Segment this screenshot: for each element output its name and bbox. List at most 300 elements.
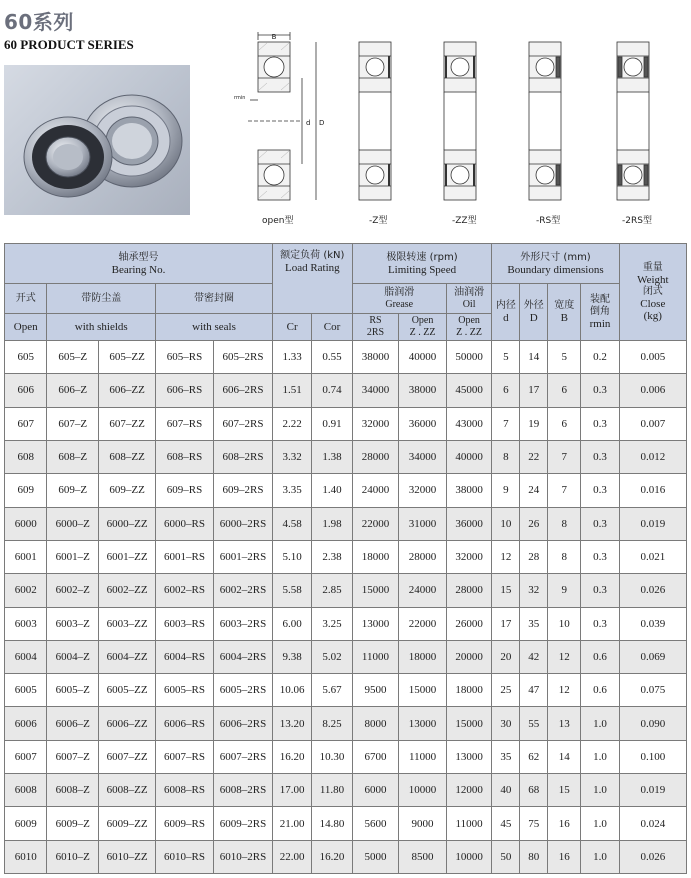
cell-cr: 21.00 xyxy=(272,807,311,840)
cell-cr: 3.32 xyxy=(272,440,311,473)
cell-oil-open: 40000 xyxy=(446,440,492,473)
dim-label-d: d xyxy=(306,119,311,127)
cell-d: 20 xyxy=(492,640,520,673)
diagram-2rs xyxy=(603,30,663,212)
header-limiting-speed xyxy=(352,244,492,284)
cell-rmin: 0.6 xyxy=(581,674,619,707)
cell-D: 14 xyxy=(520,341,548,374)
header-oil-open1: Open xyxy=(458,315,480,326)
cell-shield-z: 6005–Z xyxy=(47,674,99,707)
cell-weight: 0.007 xyxy=(619,407,686,440)
cell-shield-zz: 6002–ZZ xyxy=(99,574,156,607)
series-title-en: 60 PRODUCT SERIES xyxy=(4,37,134,52)
caption-2rs: -2RS型 xyxy=(622,216,652,226)
cell-rmin: 0.6 xyxy=(581,640,619,673)
cell-shield-z: 6000–Z xyxy=(47,507,99,540)
cell-seal-rs: 608–RS xyxy=(156,440,214,473)
cell-shield-zz: 608–ZZ xyxy=(99,440,156,473)
cell-seal-rs: 6001–RS xyxy=(156,540,214,573)
cell-d: 17 xyxy=(492,607,520,640)
cell-cr: 13.20 xyxy=(272,707,311,740)
cell-shield-z: 6004–Z xyxy=(47,640,99,673)
cell-weight: 0.075 xyxy=(619,674,686,707)
cell-weight: 0.012 xyxy=(619,440,686,473)
cell-seal-2rs: 607–2RS xyxy=(214,407,273,440)
cell-oil-open: 11000 xyxy=(446,807,492,840)
product-photo xyxy=(4,65,190,215)
cell-oil-open: 38000 xyxy=(446,474,492,507)
cell-D: 47 xyxy=(520,674,548,707)
cell-shield-z: 6010–Z xyxy=(47,840,99,873)
table-row xyxy=(5,640,687,673)
header-open-en: Open xyxy=(5,314,47,341)
cell-shield-zz: 6007–ZZ xyxy=(99,740,156,773)
cell-D: 19 xyxy=(520,407,548,440)
cell-shield-zz: 6003–ZZ xyxy=(99,607,156,640)
cell-grease-open: 38000 xyxy=(399,374,447,407)
cell-grease-rs: 8000 xyxy=(352,707,399,740)
cell-grease-rs: 6700 xyxy=(352,740,399,773)
cell-cor: 1.98 xyxy=(312,507,352,540)
cell-seal-rs: 6010–RS xyxy=(156,840,214,873)
cell-open: 6007 xyxy=(5,740,47,773)
cell-shield-zz: 6008–ZZ xyxy=(99,774,156,807)
cell-cor: 14.80 xyxy=(312,807,352,840)
header-bearing-no xyxy=(5,244,273,284)
header-r-en: rmin xyxy=(589,318,611,330)
cell-shield-zz: 6001–ZZ xyxy=(99,540,156,573)
cell-seal-2rs: 609–2RS xyxy=(214,474,273,507)
cell-cr: 4.58 xyxy=(272,507,311,540)
cell-open: 6004 xyxy=(5,640,47,673)
cell-open: 608 xyxy=(5,440,47,473)
cell-seal-rs: 6008–RS xyxy=(156,774,214,807)
cell-shield-zz: 6006–ZZ xyxy=(99,707,156,740)
cell-grease-open: 24000 xyxy=(399,574,447,607)
header-weight-unit: (kg) xyxy=(643,310,662,322)
cell-open: 6009 xyxy=(5,807,47,840)
cell-cor: 11.80 xyxy=(312,774,352,807)
cell-grease-rs: 22000 xyxy=(352,507,399,540)
cell-shield-zz: 607–ZZ xyxy=(99,407,156,440)
header-dims-en: Boundary dimensions xyxy=(507,263,604,276)
cell-seal-2rs: 6010–2RS xyxy=(214,840,273,873)
cell-D: 26 xyxy=(520,507,548,540)
cell-B: 12 xyxy=(548,640,581,673)
diagram-zz xyxy=(430,30,490,212)
cell-shield-z: 6009–Z xyxy=(47,807,99,840)
diagram-rs xyxy=(515,30,575,212)
header-cr: Cr xyxy=(272,314,311,341)
header-grease-open xyxy=(399,314,447,341)
cell-seal-rs: 606–RS xyxy=(156,374,214,407)
table-row xyxy=(5,341,687,374)
cell-cr: 22.00 xyxy=(272,840,311,873)
header-grease-en: Grease xyxy=(385,298,414,310)
cell-shield-z: 608–Z xyxy=(47,440,99,473)
cell-cr: 5.58 xyxy=(272,574,311,607)
cell-rmin: 0.3 xyxy=(581,574,619,607)
cell-shield-zz: 606–ZZ xyxy=(99,374,156,407)
cell-open: 609 xyxy=(5,474,47,507)
cell-D: 75 xyxy=(520,807,548,840)
bearing-photo-image xyxy=(4,65,190,215)
cell-B: 5 xyxy=(548,341,581,374)
cell-grease-open: 22000 xyxy=(399,607,447,640)
cell-shield-z: 6008–Z xyxy=(47,774,99,807)
cell-D: 62 xyxy=(520,740,548,773)
cell-B: 6 xyxy=(548,374,581,407)
table-row xyxy=(5,440,687,473)
cell-shield-z: 607–Z xyxy=(47,407,99,440)
cell-B: 16 xyxy=(548,807,581,840)
header-speed-cn: 极限转速 (rpm) xyxy=(386,251,458,263)
cell-weight: 0.026 xyxy=(619,840,686,873)
cell-oil-open: 18000 xyxy=(446,674,492,707)
cell-seal-2rs: 6004–2RS xyxy=(214,640,273,673)
header-outer-diameter xyxy=(520,284,548,341)
header-dims-cn: 外形尺寸 (mm) xyxy=(520,251,591,263)
cell-weight: 0.021 xyxy=(619,540,686,573)
header-oil-cn: 油润滑 xyxy=(454,286,485,298)
header-width xyxy=(548,284,581,341)
header-seals-en: with seals xyxy=(156,314,273,341)
cell-oil-open: 28000 xyxy=(446,574,492,607)
cell-shield-zz: 6010–ZZ xyxy=(99,840,156,873)
cell-D: 24 xyxy=(520,474,548,507)
header-seals-cn: 带密封圈 xyxy=(156,284,273,314)
series-title-cn: 60系列 xyxy=(4,10,74,34)
cell-shield-z: 6001–Z xyxy=(47,540,99,573)
cell-rmin: 1.0 xyxy=(581,707,619,740)
cell-open: 607 xyxy=(5,407,47,440)
caption-rs: -RS型 xyxy=(536,216,561,226)
cell-grease-rs: 28000 xyxy=(352,440,399,473)
cell-d: 8 xyxy=(492,440,520,473)
cell-oil-open: 13000 xyxy=(446,740,492,773)
cell-open: 6005 xyxy=(5,674,47,707)
cell-grease-rs: 32000 xyxy=(352,407,399,440)
cell-rmin: 1.0 xyxy=(581,774,619,807)
cell-cor: 0.91 xyxy=(312,407,352,440)
cell-grease-rs: 11000 xyxy=(352,640,399,673)
header-bearing-no-cn: 轴承型号 xyxy=(118,251,159,263)
header-load-rating xyxy=(272,244,352,314)
cell-d: 45 xyxy=(492,807,520,840)
cell-weight: 0.100 xyxy=(619,740,686,773)
table-row xyxy=(5,540,687,573)
table-row xyxy=(5,507,687,540)
cell-rmin: 1.0 xyxy=(581,740,619,773)
table-body xyxy=(5,341,687,874)
cell-cr: 6.00 xyxy=(272,607,311,640)
table-row xyxy=(5,740,687,773)
header-boundary-dimensions xyxy=(492,244,619,284)
cell-oil-open: 26000 xyxy=(446,607,492,640)
header-oil-open xyxy=(446,314,492,341)
cell-shield-z: 606–Z xyxy=(47,374,99,407)
cell-seal-rs: 605–RS xyxy=(156,341,214,374)
table-row xyxy=(5,707,687,740)
cell-cor: 5.67 xyxy=(312,674,352,707)
cell-grease-rs: 34000 xyxy=(352,374,399,407)
header-load-en: Load Rating xyxy=(284,262,340,274)
cell-cor: 3.25 xyxy=(312,607,352,640)
cell-cr: 2.22 xyxy=(272,407,311,440)
cell-seal-rs: 6009–RS xyxy=(156,807,214,840)
header-weight-close-cn: 闭式 xyxy=(642,286,663,297)
cell-weight: 0.016 xyxy=(619,474,686,507)
header-inner-diameter xyxy=(492,284,520,341)
cell-cr: 1.33 xyxy=(272,341,311,374)
cell-oil-open: 43000 xyxy=(446,407,492,440)
header-oil xyxy=(446,284,492,314)
header-weight-close-en: Close xyxy=(640,298,666,310)
dim-label-rmin: rmin xyxy=(234,95,246,101)
header-grease-cn: 脂润滑 xyxy=(384,286,415,298)
cell-grease-rs: 5000 xyxy=(352,840,399,873)
cell-rmin: 0.3 xyxy=(581,540,619,573)
header-speed-en: Limiting Speed xyxy=(387,263,457,276)
cell-grease-open: 36000 xyxy=(399,407,447,440)
cell-weight: 0.019 xyxy=(619,774,686,807)
cell-grease-open: 40000 xyxy=(399,341,447,374)
cell-seal-rs: 6005–RS xyxy=(156,674,214,707)
cell-d: 6 xyxy=(492,374,520,407)
cell-grease-open: 15000 xyxy=(399,674,447,707)
cell-B: 8 xyxy=(548,540,581,573)
header-shields-cn: 带防尘盖 xyxy=(47,284,156,314)
table-row xyxy=(5,840,687,873)
header-oil-open2: Z . ZZ xyxy=(456,327,482,338)
cell-B: 9 xyxy=(548,574,581,607)
cell-seal-rs: 6007–RS xyxy=(156,740,214,773)
cell-weight: 0.090 xyxy=(619,707,686,740)
cell-seal-rs: 6003–RS xyxy=(156,607,214,640)
cell-seal-rs: 607–RS xyxy=(156,407,214,440)
table-row xyxy=(5,607,687,640)
cell-d: 50 xyxy=(492,840,520,873)
cell-seal-2rs: 606–2RS xyxy=(214,374,273,407)
cell-grease-rs: 38000 xyxy=(352,341,399,374)
dim-label-D: D xyxy=(319,119,325,127)
cell-shield-z: 6007–Z xyxy=(47,740,99,773)
cell-cr: 10.06 xyxy=(272,674,311,707)
cell-cor: 1.40 xyxy=(312,474,352,507)
cell-B: 7 xyxy=(548,440,581,473)
cell-D: 42 xyxy=(520,640,548,673)
header-oil-en: Oil xyxy=(462,298,476,310)
cell-shield-z: 609–Z xyxy=(47,474,99,507)
header-D-en: D xyxy=(529,312,538,324)
cell-shield-z: 605–Z xyxy=(47,341,99,374)
cell-cr: 1.51 xyxy=(272,374,311,407)
cell-d: 35 xyxy=(492,740,520,773)
cell-d: 25 xyxy=(492,674,520,707)
header-shields-en: with shields xyxy=(47,314,156,341)
header-grease-rs xyxy=(352,314,399,341)
cell-cor: 10.30 xyxy=(312,740,352,773)
cell-rmin: 0.3 xyxy=(581,607,619,640)
cell-seal-2rs: 608–2RS xyxy=(214,440,273,473)
cell-seal-rs: 609–RS xyxy=(156,474,214,507)
cell-B: 13 xyxy=(548,707,581,740)
header-grease-open2: Z . ZZ xyxy=(409,327,436,338)
diagram-open xyxy=(230,30,330,212)
cell-rmin: 0.3 xyxy=(581,407,619,440)
cell-cor: 5.02 xyxy=(312,640,352,673)
cell-cr: 9.38 xyxy=(272,640,311,673)
header-grease-open1: Open xyxy=(411,315,434,326)
cell-seal-2rs: 6001–2RS xyxy=(214,540,273,573)
cell-seal-2rs: 6008–2RS xyxy=(214,774,273,807)
cell-grease-open: 13000 xyxy=(399,707,447,740)
header-cor: Cor xyxy=(312,314,352,341)
cell-grease-open: 11000 xyxy=(399,740,447,773)
cell-cor: 2.85 xyxy=(312,574,352,607)
table-row xyxy=(5,474,687,507)
cell-B: 6 xyxy=(548,407,581,440)
cell-grease-open: 9000 xyxy=(399,807,447,840)
cell-open: 605 xyxy=(5,341,47,374)
cell-shield-zz: 6009–ZZ xyxy=(99,807,156,840)
header-B-en: B xyxy=(560,312,568,324)
cell-oil-open: 36000 xyxy=(446,507,492,540)
table-row xyxy=(5,674,687,707)
cell-open: 6010 xyxy=(5,840,47,873)
diagram-z xyxy=(345,30,405,212)
header-grease-rs1: RS xyxy=(369,315,382,326)
cell-seal-2rs: 6006–2RS xyxy=(214,707,273,740)
cell-cor: 2.38 xyxy=(312,540,352,573)
cell-B: 14 xyxy=(548,740,581,773)
cell-B: 7 xyxy=(548,474,581,507)
cell-seal-rs: 6000–RS xyxy=(156,507,214,540)
caption-z: -Z型 xyxy=(369,216,388,226)
cell-seal-2rs: 6009–2RS xyxy=(214,807,273,840)
cell-oil-open: 20000 xyxy=(446,640,492,673)
table-row xyxy=(5,774,687,807)
cell-weight: 0.026 xyxy=(619,574,686,607)
cell-rmin: 1.0 xyxy=(581,807,619,840)
header-bearing-no-en: Bearing No. xyxy=(111,263,166,276)
cell-cor: 8.25 xyxy=(312,707,352,740)
cell-shield-zz: 6005–ZZ xyxy=(99,674,156,707)
header-d-cn: 内径 xyxy=(495,300,516,311)
cell-weight: 0.019 xyxy=(619,507,686,540)
cell-oil-open: 50000 xyxy=(446,341,492,374)
cell-seal-2rs: 605–2RS xyxy=(214,341,273,374)
cell-grease-rs: 9500 xyxy=(352,674,399,707)
cell-rmin: 0.2 xyxy=(581,341,619,374)
header-open-cn: 开式 xyxy=(5,284,47,314)
cell-d: 10 xyxy=(492,507,520,540)
cell-open: 606 xyxy=(5,374,47,407)
cell-rmin: 0.3 xyxy=(581,507,619,540)
cell-open: 6001 xyxy=(5,540,47,573)
cell-rmin: 1.0 xyxy=(581,840,619,873)
header-grease-rs2: 2RS xyxy=(366,327,385,338)
cell-seal-rs: 6004–RS xyxy=(156,640,214,673)
cell-d: 12 xyxy=(492,540,520,573)
cell-cor: 16.20 xyxy=(312,840,352,873)
cell-shield-zz: 6000–ZZ xyxy=(99,507,156,540)
header-B-cn: 宽度 xyxy=(554,300,575,311)
cell-shield-z: 6003–Z xyxy=(47,607,99,640)
caption-open: open型 xyxy=(262,216,294,226)
cell-grease-rs: 13000 xyxy=(352,607,399,640)
cell-grease-rs: 24000 xyxy=(352,474,399,507)
cell-seal-2rs: 6007–2RS xyxy=(214,740,273,773)
cell-grease-rs: 5600 xyxy=(352,807,399,840)
cell-open: 6008 xyxy=(5,774,47,807)
table-row xyxy=(5,407,687,440)
cell-D: 68 xyxy=(520,774,548,807)
cell-B: 15 xyxy=(548,774,581,807)
cell-seal-rs: 6006–RS xyxy=(156,707,214,740)
cell-open: 6002 xyxy=(5,574,47,607)
cell-D: 28 xyxy=(520,540,548,573)
header-chamfer xyxy=(581,284,619,341)
cell-grease-open: 18000 xyxy=(399,640,447,673)
cell-grease-open: 10000 xyxy=(399,774,447,807)
header-D-cn: 外径 xyxy=(523,300,544,311)
cell-grease-open: 34000 xyxy=(399,440,447,473)
cell-grease-rs: 15000 xyxy=(352,574,399,607)
cell-grease-open: 31000 xyxy=(399,507,447,540)
cell-open: 6003 xyxy=(5,607,47,640)
dim-label-b: B xyxy=(271,33,277,41)
cell-open: 6006 xyxy=(5,707,47,740)
header-d-en: d xyxy=(503,312,509,324)
cell-grease-rs: 6000 xyxy=(352,774,399,807)
cell-cr: 17.00 xyxy=(272,774,311,807)
cell-seal-2rs: 6002–2RS xyxy=(214,574,273,607)
cell-seal-2rs: 6000–2RS xyxy=(214,507,273,540)
cell-weight: 0.069 xyxy=(619,640,686,673)
cell-cor: 0.55 xyxy=(312,341,352,374)
cell-rmin: 0.3 xyxy=(581,440,619,473)
cell-D: 55 xyxy=(520,707,548,740)
header-grease xyxy=(352,284,446,314)
header-r-cn2: 倒角 xyxy=(589,306,610,317)
cell-shield-zz: 6004–ZZ xyxy=(99,640,156,673)
header-weight-en: Weight xyxy=(637,274,669,286)
cell-d: 7 xyxy=(492,407,520,440)
cell-rmin: 0.3 xyxy=(581,374,619,407)
cell-d: 40 xyxy=(492,774,520,807)
cell-cor: 1.38 xyxy=(312,440,352,473)
cell-B: 8 xyxy=(548,507,581,540)
cell-shield-zz: 605–ZZ xyxy=(99,341,156,374)
cell-grease-open: 32000 xyxy=(399,474,447,507)
cell-cr: 16.20 xyxy=(272,740,311,773)
table-row xyxy=(5,574,687,607)
cell-grease-open: 28000 xyxy=(399,540,447,573)
cell-B: 12 xyxy=(548,674,581,707)
cell-shield-z: 6002–Z xyxy=(47,574,99,607)
cell-D: 35 xyxy=(520,607,548,640)
cell-oil-open: 12000 xyxy=(446,774,492,807)
cell-open: 6000 xyxy=(5,507,47,540)
caption-zz: -ZZ型 xyxy=(452,216,477,226)
cell-rmin: 0.3 xyxy=(581,474,619,507)
cell-weight: 0.005 xyxy=(619,341,686,374)
header-weight xyxy=(619,244,686,341)
cell-D: 17 xyxy=(520,374,548,407)
cell-oil-open: 45000 xyxy=(446,374,492,407)
cell-d: 30 xyxy=(492,707,520,740)
